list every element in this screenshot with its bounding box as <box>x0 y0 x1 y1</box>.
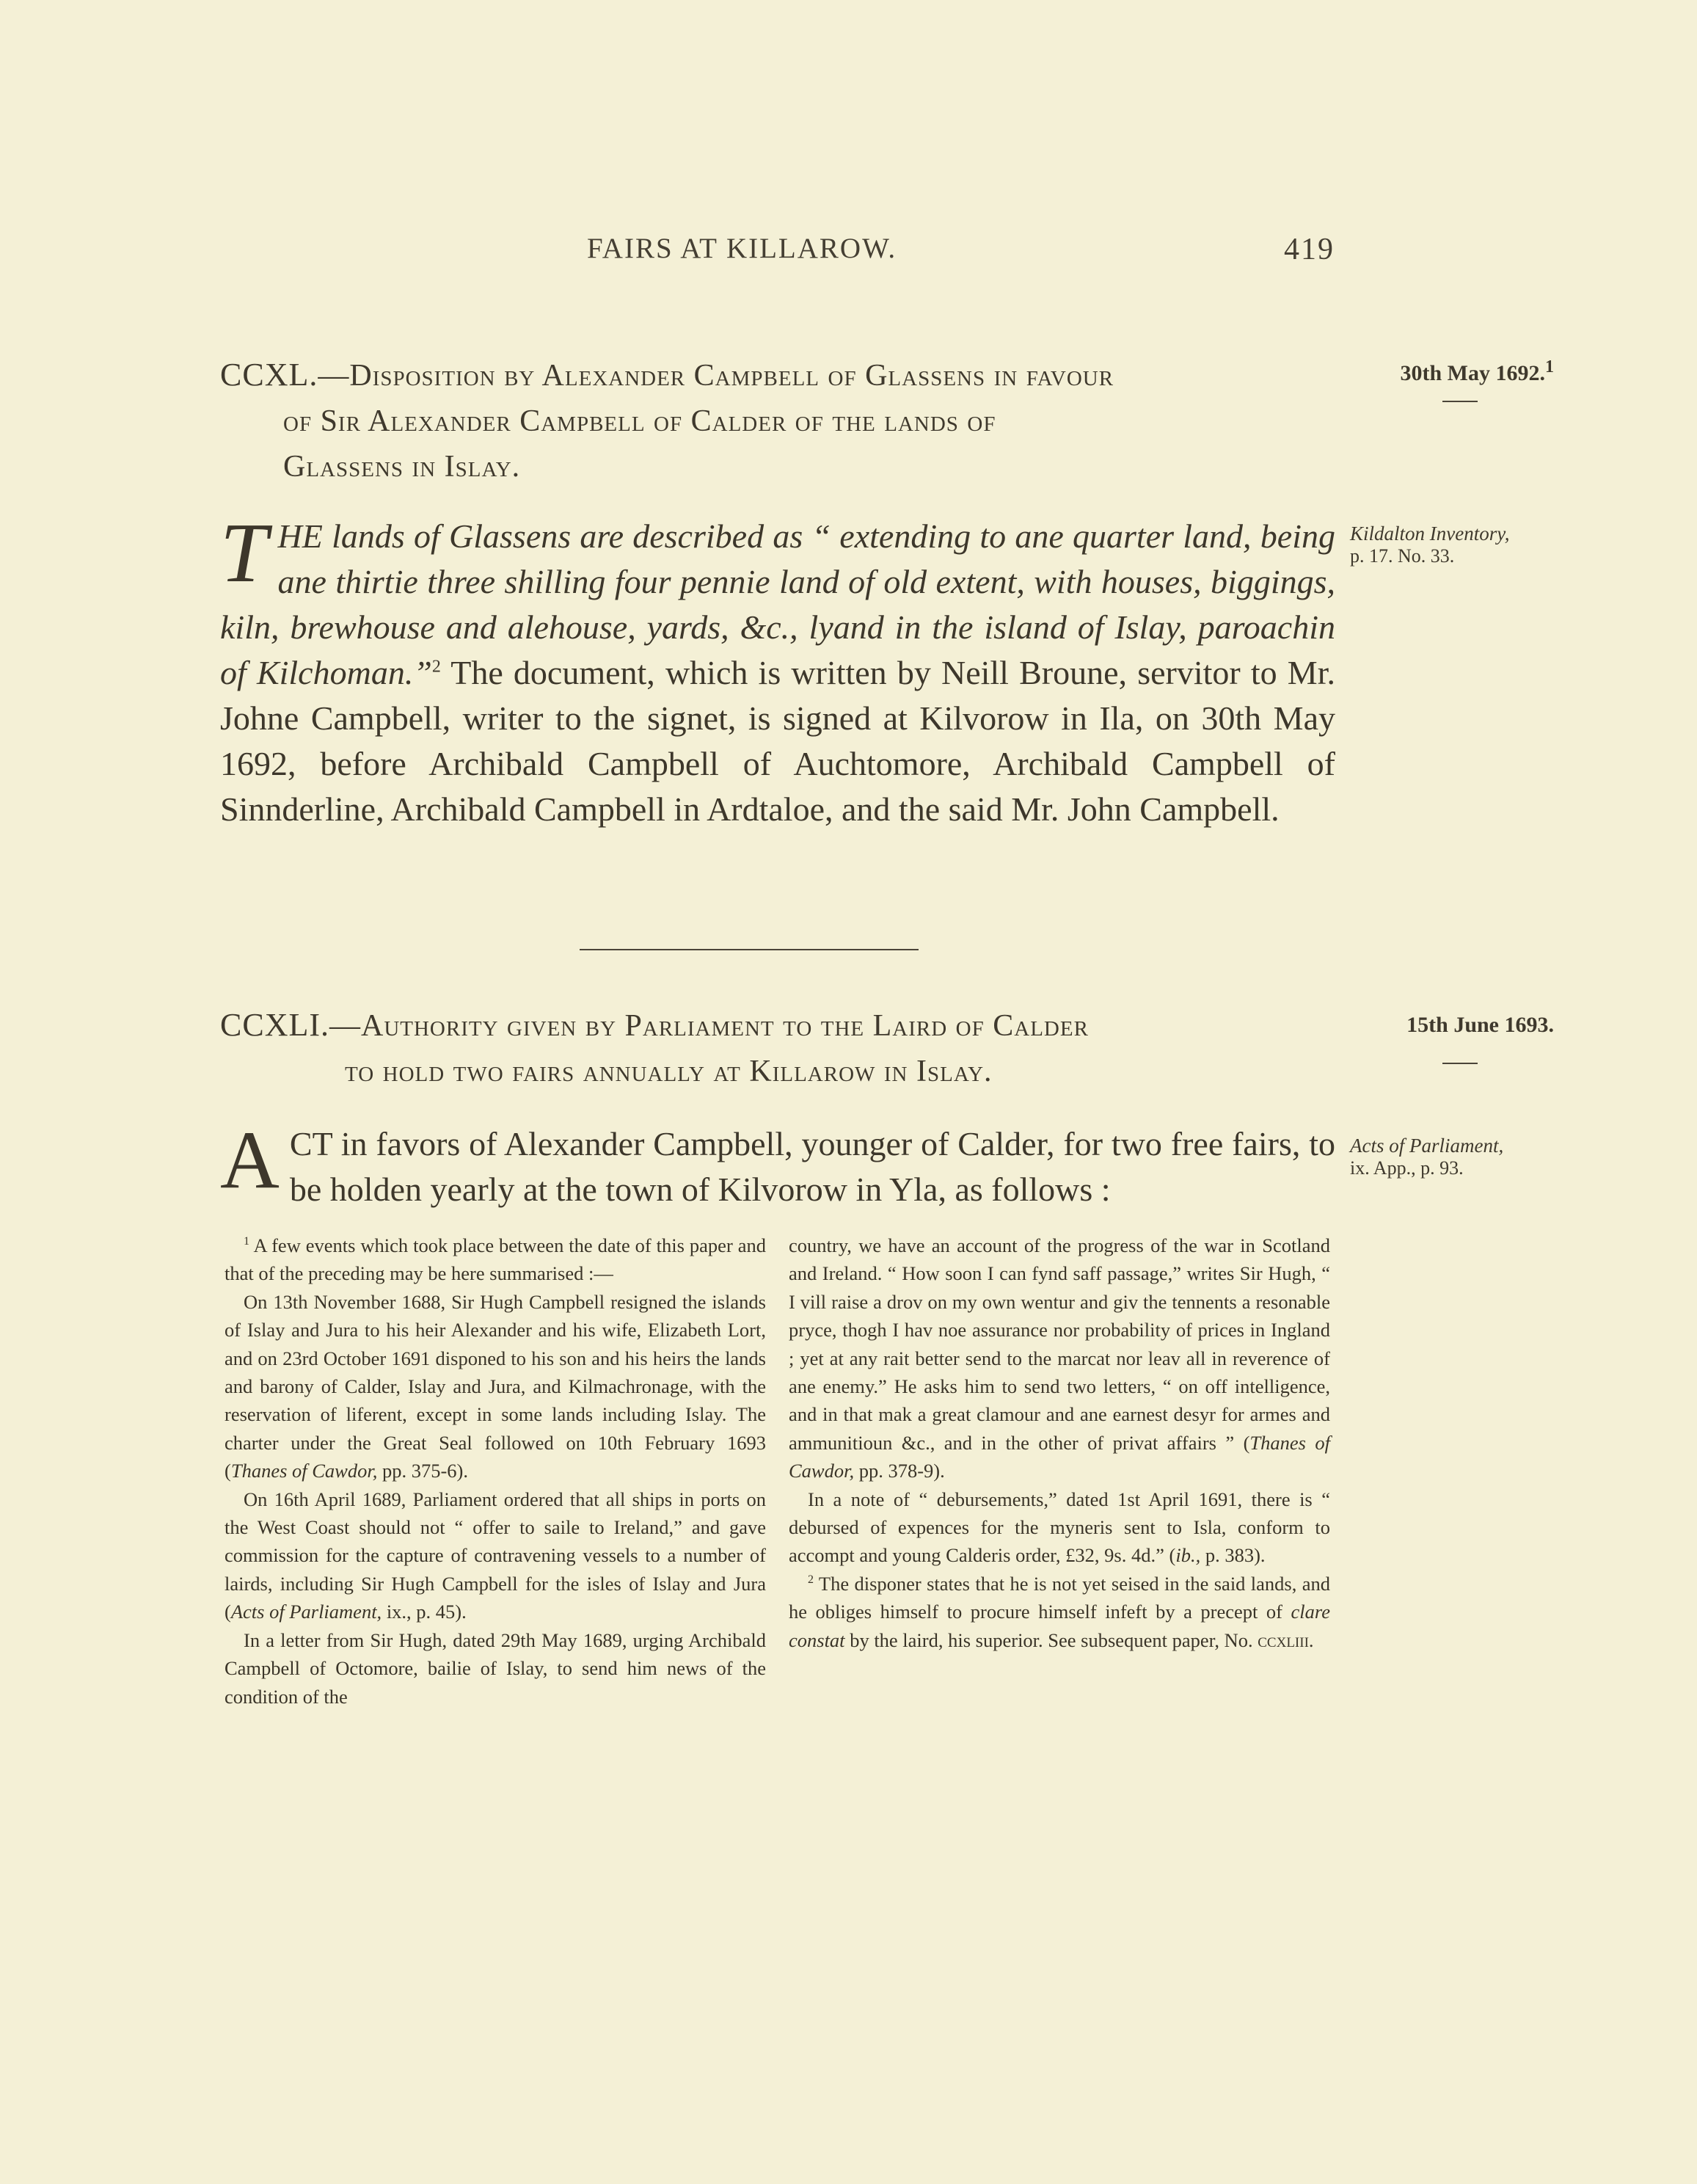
footnote-2-latin-term: clare constat <box>789 1601 1330 1651</box>
section-ccxl-body <box>220 506 1335 832</box>
footnote-1 <box>225 1231 766 1288</box>
footnote-1-para-6 <box>789 1485 1330 1570</box>
section-ccxli-title <box>220 1002 1335 1094</box>
footnote-2-text: The disponer states that he is not yet seised in the said lands, and he obliges himself to procure himself infeft by a precept of <box>789 1572 1330 1623</box>
section-ccxl-title-line2: of Sir Alexander Campbell of Calder of the lands of <box>283 404 996 438</box>
section-ccxl-body-text: The document, which is written by Neill Broune, servitor to Mr. Johne Campbell, writer to the signet, is signed at Kilvorow in Ila, on 30th May 1692, before Archibald Campbell of Auchtomore, Archibald Campbell of Sinnderline, Archibald Campbell in Ardtaloe, and the said Mr. John Campbell. <box>220 654 1335 828</box>
section-ccxli-title-line1: —Authority given by Parliament to the Laird of Calder <box>329 1009 1089 1043</box>
footnote-1-para-2-tail: pp. 375-6). <box>377 1460 469 1482</box>
footnote-1-para-6-tail: p. 383). <box>1200 1544 1266 1567</box>
footnote-1-marker: 1 <box>244 1235 249 1248</box>
section-ccxl-date <box>1357 357 1554 386</box>
section-ccxl-title-line1: —Disposition by Alexander Campbell of Glassens in favour <box>318 359 1114 393</box>
section-ccxli-date <box>1357 1013 1554 1038</box>
footnote-1-para-2 <box>225 1288 766 1485</box>
footnote-1-text: A few events which took place between the date of this paper and that of the preceding may be here summarised :— <box>225 1234 766 1285</box>
section-ccxl-reference <box>1350 523 1563 567</box>
footnote-1-para-5-citation: Thanes of Cawdor, <box>789 1431 1330 1482</box>
footnotes-left-column <box>225 1231 766 1711</box>
section-ccxl-date-rule <box>1442 401 1478 402</box>
section-divider <box>580 949 919 950</box>
footnote-1-para-4 <box>225 1626 766 1711</box>
footnote-2 <box>789 1570 1330 1654</box>
footnote-1-para-3-text: On 16th April 1689, Parliament ordered that all ships in ports on the West Coast should not “ offer to saile to Ireland,” and gave commission for the capture of contravening vessels to a number of lairds, including Sir Hugh Campbell for the isles of Islay and Jura ( <box>225 1488 766 1623</box>
footnote-1-para-6-citation: ib., <box>1175 1544 1201 1567</box>
section-ccxl-ref-title: Kildalton Inventory, <box>1350 523 1510 545</box>
footnotes-right-column <box>789 1231 1330 1654</box>
footnote-1-para-3 <box>225 1485 766 1626</box>
section-ccxl-date-text: 30th May 1692. <box>1400 361 1545 385</box>
section-ccxl-footnote-ref: 2 <box>431 657 441 677</box>
footnote-1-para-5-text: country, we have an account of the progress of the war in Scotland and Ireland. “ How soon I can fynd saff passage,” writes Sir Hugh, “ I vill raise a drov on my own wentur and giv the tennents a resonable pryce, thogh I hav noe assurance nor probability of prices in Ingland ; yet at any rait better send to the marcat nor leav all in reverence of ane enemy.” He asks him to send two letters, “ on off intelligence, and in that mak a great clamour and ane earnest desyr for armes and ammunitioun &c., and in the other of privat affairs ” ( <box>789 1234 1330 1454</box>
page-number: 419 <box>1284 233 1335 266</box>
footnote-1-para-6-text: In a note of “ debursements,” dated 1st April 1691, there is “ debursed of expences for the myneris sent to Isla, conform to accompt and young Calderis order, £32, 9s. 4d.” ( <box>789 1488 1330 1567</box>
drop-cap-t: T <box>220 506 268 600</box>
footnote-2-paper-number: ccxliii. <box>1258 1628 1314 1651</box>
section-ccxl-ref-detail: p. 17. No. 33. <box>1350 545 1455 567</box>
footnote-1-para-2-text: On 13th November 1688, Sir Hugh Campbell resigned the islands of Islay and Jura to his heir Alexander and his wife, Elizabeth Lort, and on 23rd October 1691 disponed to his son and his heirs the lands and barony of Calder, Islay and Jura, and Kilmachronage, with the reservation of liferent, except in some lands including Islay. The charter under the Great Seal followed on 10th February 1693 ( <box>225 1290 766 1482</box>
footnote-2-tail: by the laird, his superior. See subsequent paper, No. <box>844 1628 1258 1651</box>
section-ccxli-date-rule <box>1442 1063 1478 1064</box>
section-ccxli-numeral: CCXLI. <box>220 1007 329 1043</box>
section-ccxli-date-text: 15th June 1693. <box>1406 1013 1554 1037</box>
section-ccxli-title-line2: to hold two fairs annually at Killarow in Islay. <box>345 1055 993 1088</box>
section-ccxli-ref-detail: ix. App., p. 93. <box>1350 1157 1464 1179</box>
section-ccxli-body-text: CT in favors of Alexander Campbell, younger of Calder, for two free fairs, to be holden yearly at the town of Kilvorow in Yla, as follows : <box>289 1125 1335 1208</box>
footnote-1-para-3-citation: Acts of Parliament, <box>230 1601 382 1623</box>
section-ccxli-body <box>220 1115 1335 1212</box>
footnote-1-para-2-citation: Thanes of Cawdor, <box>230 1460 378 1482</box>
section-ccxl-title-line3: Glassens in Islay. <box>283 450 521 484</box>
section-ccxl-date-note: 1 <box>1545 357 1554 376</box>
section-ccxli-reference <box>1350 1135 1563 1179</box>
section-ccxl-numeral: CCXL. <box>220 357 318 393</box>
section-ccxl-quote: HE lands of Glassens are described as “ extending to ane quarter land, being ane thirtie three shilling four pennie land of old extent, with houses, biggings, kiln, brewhouse and alehouse, yards, &c., lyand in the island of Islay, paroachin of Kilchoman.” <box>220 517 1335 691</box>
footnote-1-para-4-text: In a letter from Sir Hugh, dated 29th May 1689, urging Archibald Campbell of Octomore, bailie of Islay, to send him news of the condition of the <box>225 1628 766 1708</box>
footnote-1-para-5 <box>789 1231 1330 1485</box>
footnote-1-para-5-tail: pp. 378-9). <box>854 1460 945 1482</box>
running-title: FAIRS AT KILLAROW. <box>587 233 897 264</box>
section-ccxli-ref-title: Acts of Parliament, <box>1350 1135 1504 1157</box>
footnote-1-para-3-tail: ix., p. 45). <box>382 1601 467 1623</box>
section-ccxl-title <box>220 352 1335 489</box>
footnote-2-marker: 2 <box>808 1573 814 1587</box>
drop-cap-a: A <box>220 1115 280 1206</box>
running-header <box>220 232 1335 267</box>
